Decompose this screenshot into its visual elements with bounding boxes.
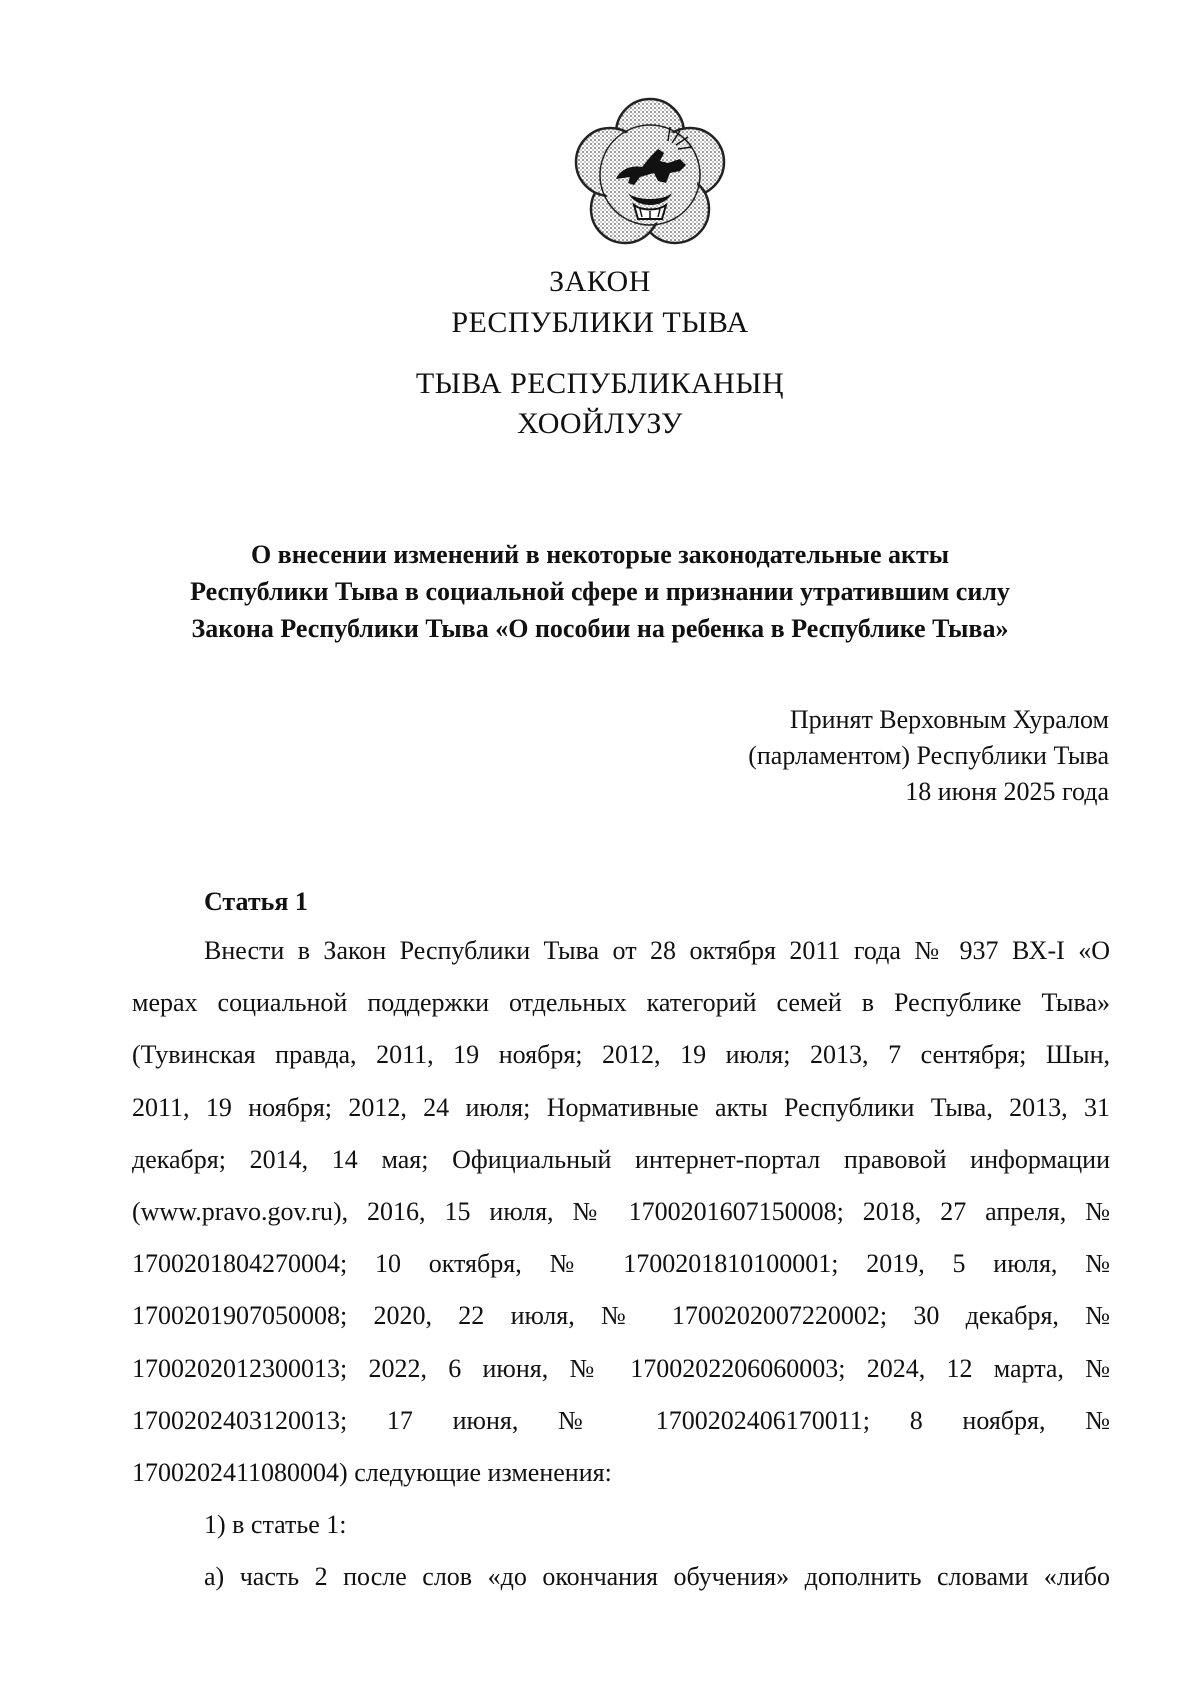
law-title-ru-1: ЗАКОН	[549, 265, 651, 298]
article-title: Статья 1	[204, 887, 308, 916]
paragraph-line: (www.pravo.gov.ru), 2016, 15 июля, № 1700201607150008; 2018, 27 апреля, №	[132, 1197, 1110, 1227]
list-item: а) часть 2 после слов «до окончания обучения» дополнить словами «либо	[204, 1562, 1110, 1592]
coat-of-arms-icon	[570, 95, 730, 255]
paragraph-line: (Тувинская правда, 2011, 19 ноября; 2012, 19 июля; 2013, 7 сентября; Шын,	[132, 1040, 1110, 1070]
law-subject-line-3: Закона Республики Тыва «О пособии на ребенка в Республике Тыва»	[191, 614, 1009, 643]
adopted-by: Принят Верховным Хуралом	[789, 705, 1109, 734]
paragraph-line: декабря; 2014, 14 мая; Официальный интернет-портал правовой информации	[132, 1144, 1110, 1174]
list-item: 1) в статье 1:	[204, 1510, 347, 1540]
law-title-ru-2: РЕСПУБЛИКИ ТЫВА	[451, 306, 749, 339]
paragraph-line: 1700201804270004; 10 октября, № 1700201810100001; 2019, 5 июля, №	[132, 1249, 1110, 1279]
paragraph-line: 1700202403120013; 17 июня, № 1700202406170011; 8 ноября, №	[132, 1405, 1110, 1435]
paragraph-line: мерах социальной поддержки отдельных категорий семей в Республике Тыва»	[132, 988, 1110, 1018]
paragraph-line: 1700202012300013; 2022, 6 июня, № 1700202206060003; 2024, 12 марта, №	[132, 1353, 1110, 1383]
article-body	[132, 925, 1110, 1604]
adopted-date: 18 июня 2025 года	[905, 777, 1109, 806]
paragraph-line: 1700202411080004) следующие изменения:	[132, 1458, 612, 1488]
adopted-parliament: (парламентом) Республики Тыва	[748, 741, 1109, 770]
paragraph-line: 2011, 19 ноября; 2012, 24 июля; Нормативные акты Республики Тыва, 2013, 31	[132, 1092, 1110, 1122]
law-subject-line-2: Республики Тыва в социальной сфере и признании утратившим силу	[190, 577, 1010, 606]
law-title-tyv-1: ТЫВА РЕСПУБЛИКАНЫҢ	[415, 367, 785, 400]
paragraph-line: Внести в Закон Республики Тыва от 28 октября 2011 года № 937 ВХ-I «О	[204, 936, 1110, 965]
law-subject-line-1: О внесении изменений в некоторые законодательные акты	[250, 540, 950, 569]
paragraph-line: 1700201907050008; 2020, 22 июля, № 1700202007220002; 30 декабря, №	[132, 1301, 1110, 1331]
law-title-tyv-2: ХООЙЛУЗУ	[517, 407, 683, 440]
